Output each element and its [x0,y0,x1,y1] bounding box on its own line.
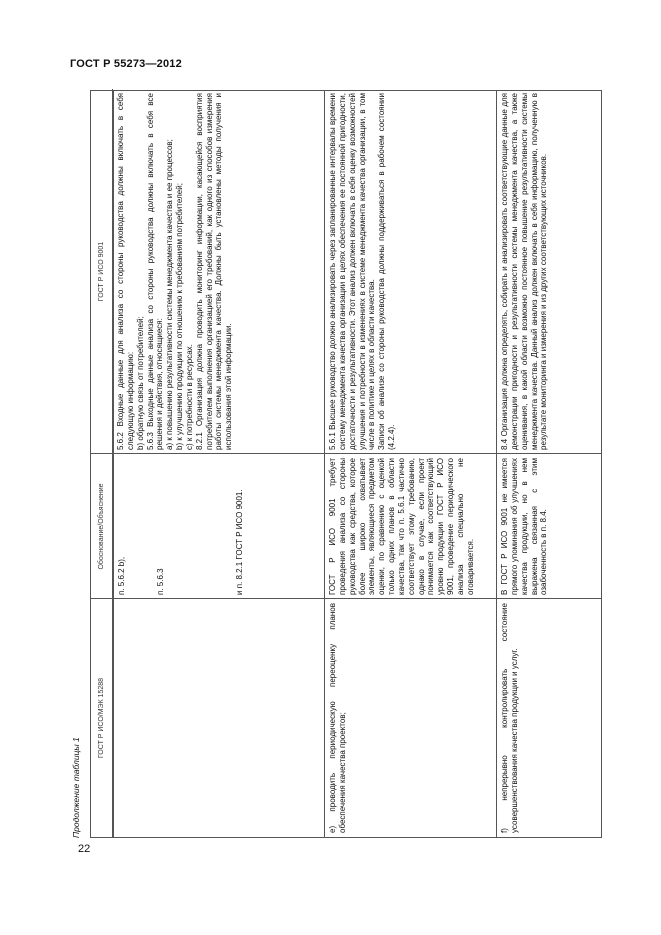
clause-8-2-1: 8.2.1 Организация должна проводить мониторинг информации, касающейся восприятия потребителем выполнения организацией его требований, как одного из способов измерения работы системы менеджмента качества. Должны быть установлены методы получения и использования этой информации. [194,93,234,450]
clause-8-4: 8.4 Организация должна определять, собирать и анализировать соответствующие данные для демонстрации пригодности и результативности системы менеджмента качества, а также оценивания, в какой области возможно постоянное повышение результативности системы менеджмента качества. Данный анализ должен включать в себя информацию, полученную в результате мониторинга и измерения и из других соответствующих источников. [500,93,549,450]
table-row-2-col2 [328,454,476,599]
column-header-gost-9001: ГОСТ Р ИСО 9001 [91,89,113,454]
justification-f: В ГОСТ Р ИСО 9001 не имеется прямого упоминания об улучшениях качества продукции, но в нем выражена связанная с этим озабоченность в п. 8.4. [500,458,549,595]
table-row-3-col3 [500,89,549,454]
table-row-2-col1 [328,599,348,837]
row-divider [324,91,325,837]
column-header-gost-15288: ГОСТ Р ИСО/МЭК 15288 [91,599,113,837]
comparison-table [90,90,602,838]
table-row-3-col2 [500,454,549,599]
clause-5-6-1-records: Записи об анализе со стороны руководства должны поддерживаться в рабочем состоянии (4.2.4). [377,93,397,450]
table-caption: Продолжение таблицы 1 [71,737,81,838]
page-number: 22 [78,843,91,855]
rotated-page-content [72,90,602,838]
clause-5-6-3-c: c) к потребности в ресурсах. [184,344,194,450]
clause-5-6-2: 5.6.2 Входные данные для анализа со стороны руководства должны включать в себя следующую информацию: [116,93,135,450]
requirement-e: e) проводить периодическую переоценку планов обеспечения качества проектов; [328,603,347,833]
table-row-1-col2-line1: п. 5.6.2 b), [117,556,126,595]
column-header-justification: Обоснование/Объяснение [91,454,113,599]
document-header-title: ГОСТ Р 55273—2012 [70,58,182,70]
clause-5-6-3-a: a) к повышению результативности системы менеджмента качества и ее процессов; [165,139,175,450]
row-divider [496,91,497,837]
clause-5-6-3: 5.6.3 Выходные данные анализа со стороны руководства должны включать в себя все решения и действия, относящиеся: [145,93,165,450]
table-row-1-col2-line2: п. 5.6.3 [156,568,165,595]
clause-5-6-2-b: b) обратную связь от потребителей; [135,316,145,450]
table-row-3-col1 [500,599,520,837]
requirement-f: f) непрерывно контролировать состояние усовершенствования качества продукции и услуг. [500,603,519,833]
clause-5-6-1: 5.6.1 Высшее руководство должно анализировать через запланированные интервалы времени систему менеджмента качества организации в целях обеспечения ее постоянной пригодности, достаточности и результативности. Этот анализ должен включать в себя оценку возможностей улучшения и потребности в изменениях в системе менеджмента качества организации, в том числе в политике и целях в области качества. [328,93,377,450]
justification-e: ГОСТ Р ИСО 9001 требует проведения анализа со стороны руководства как средства, которое более широко охватывает элементы, являющиеся предметом оценки, по сравнению с оценкой только одних планов в области качества, так что п. 5.6.1 частично соответствует этому требованию, однако в случае, если проект понимается как соответствующий уровню продукции ГОСТ Р ИСО 9001, проведение периодического анализа специально не оговаривается. [328,458,475,595]
table-row-1-col3 [116,89,234,454]
table-row-1-col2-line3: и п. 8.2.1 ГОСТ Р ИСО 9001. [235,489,244,595]
clause-5-6-3-b: b) к улучшению продукции по отношению к требованиям потребителей; [175,183,185,450]
table-row-2-col3 [328,89,397,454]
header-divider [113,91,114,837]
